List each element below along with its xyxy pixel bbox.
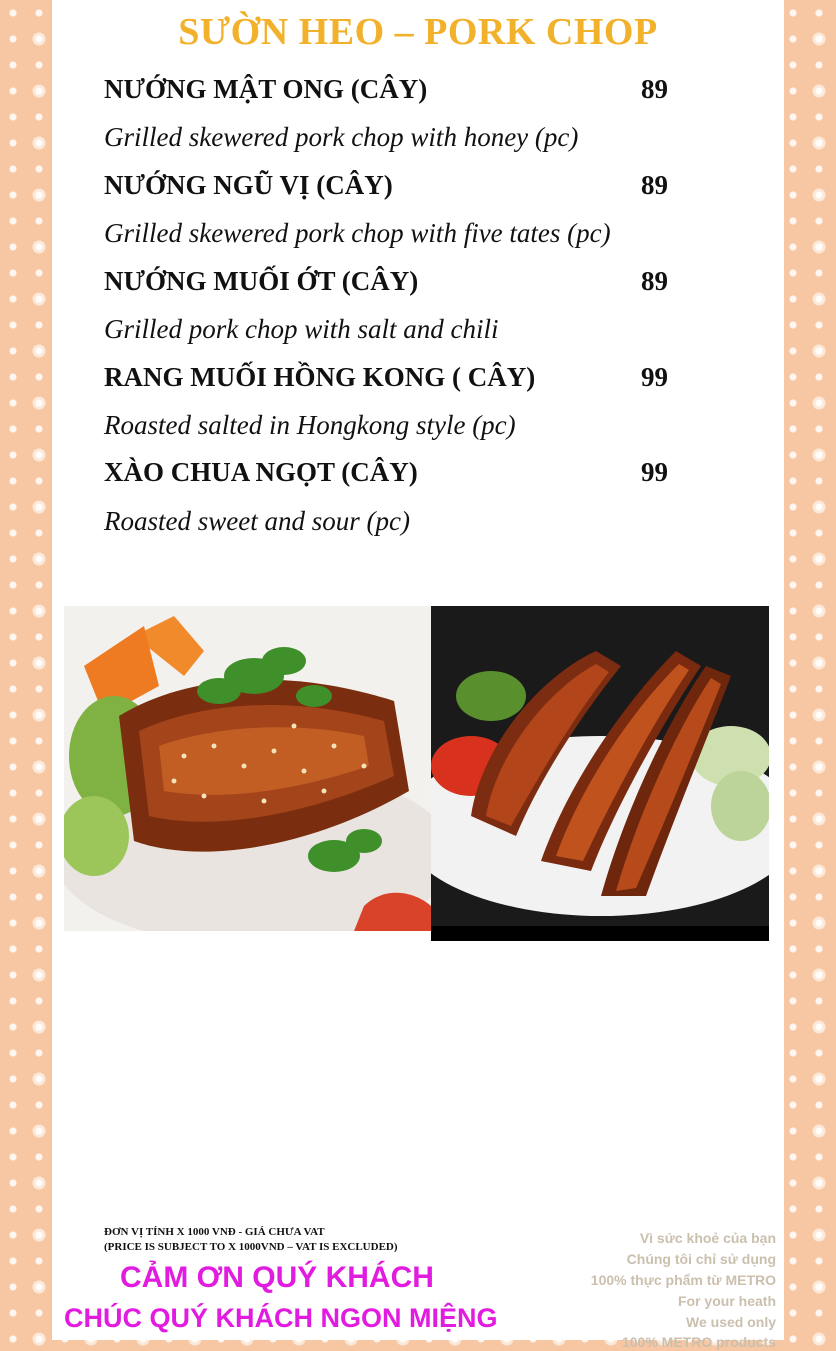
menu-item-description: Roasted salted in Hongkong style (pc) (104, 410, 516, 440)
menu-item-description: Grilled pork chop with salt and chili (104, 314, 499, 344)
metro-line-4: For your heath (677, 1293, 776, 1309)
metro-line-2: Chúng tôi chỉ sử dụng (626, 1251, 776, 1267)
menu-item-price: 89 (641, 266, 668, 296)
menu-item-description: Grilled skewered pork chop with honey (pc) (104, 122, 579, 152)
menu-item-name: NƯỚNG MẬT ONG (CÂY) (104, 74, 428, 104)
menu-item-price: 89 (641, 74, 668, 104)
vat-note: (PRICE IS SUBJECT TO X 1000VND – VAT IS EXCLUDED) (104, 1241, 398, 1253)
honey-pork-chop-photo (64, 606, 431, 931)
metro-line-5: We used only (686, 1314, 776, 1330)
metro-line-6: 100% METRO products (621, 1335, 776, 1350)
menu-item-name: XÀO CHUA NGỌT (CÂY) (104, 457, 418, 487)
menu-item-price: 89 (641, 170, 668, 200)
sweet-sour-ribs-photo (431, 606, 769, 941)
menu-item-name: NƯỚNG MUỐI ỚT (CÂY) (104, 266, 419, 296)
menu-item-name: NƯỚNG NGŨ VỊ (CÂY) (104, 170, 393, 200)
menu-item-description: Grilled skewered pork chop with five tates (pc) (104, 218, 611, 248)
enjoy-meal-text: CHÚC QUÝ KHÁCH NGON MIỆNG (64, 1303, 498, 1333)
thank-you-text: CẢM ƠN QUÝ KHÁCH (120, 1261, 434, 1294)
metro-line-1: Vì sức khoẻ của bạn (639, 1230, 776, 1246)
menu-item-description: Roasted sweet and sour (pc) (104, 506, 410, 536)
menu-item-name: RANG MUỐI HỒNG KONG ( CÂY) (104, 362, 536, 392)
page-title: SƯỜN HEO – PORK CHOP (178, 11, 658, 53)
menu-item-price: 99 (641, 362, 668, 392)
menu-item-price: 99 (641, 457, 668, 487)
price-unit-note: ĐƠN VỊ TÍNH X 1000 VNĐ - GIÁ CHƯA VAT (104, 1226, 325, 1238)
metro-line-3: 100% thực phẩm từ METRO (590, 1272, 776, 1288)
